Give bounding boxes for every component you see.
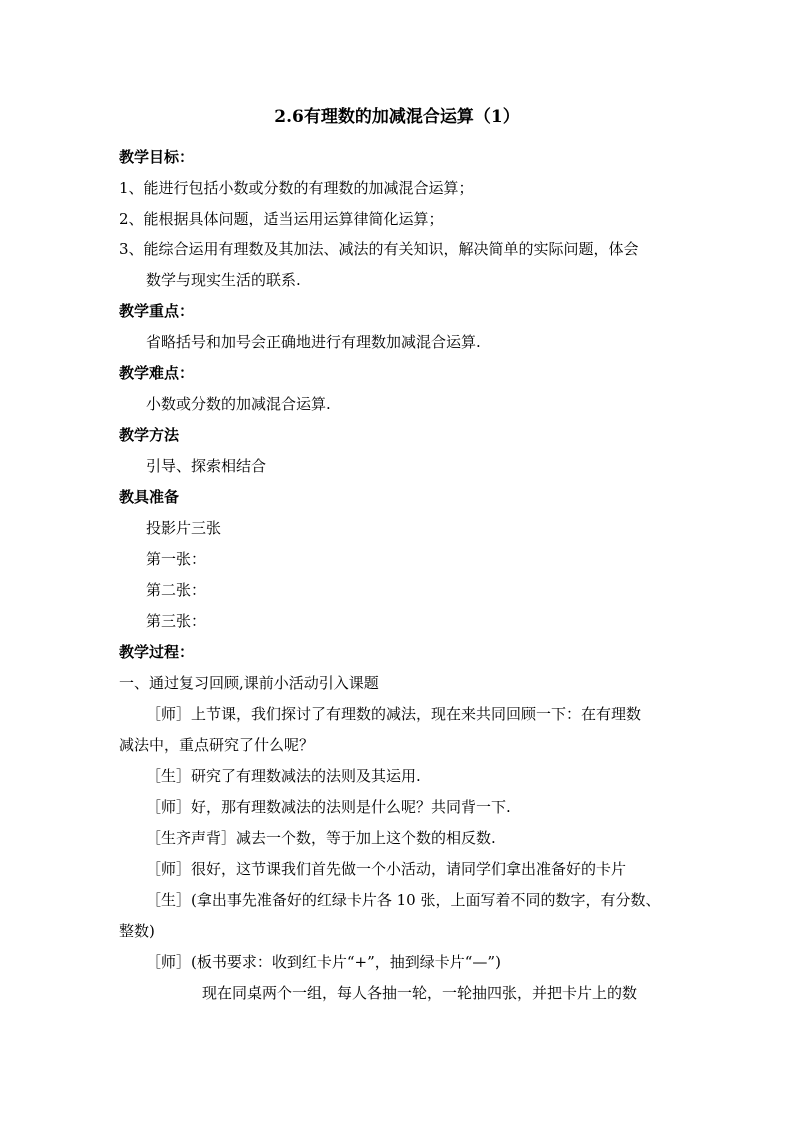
objectives-heading: 教学目标： — [119, 148, 195, 166]
process-step-1: 一、通过复习回顾,课前小活动引入课题 — [119, 674, 379, 692]
dialogue-line-1: ［师］上节课，我们探讨了有理数的减法，现在来共同回顾一下：在有理数 — [146, 705, 642, 723]
dialogue-line-2: 减法中，重点研究了什么呢？ — [119, 736, 315, 754]
difficulty-heading: 教学难点： — [119, 364, 195, 382]
method-text: 引导、探索相结合 — [146, 457, 267, 475]
difficulty-text: 小数或分数的加减混合运算. — [146, 395, 331, 413]
dialogue-line-5: ［生齐声背］减去一个数，等于加上这个数的相反数. — [146, 829, 496, 847]
dialogue-line-7: ［生］(拿出事先准备好的红绿卡片各 10 张，上面写着不同的数字，有分数、 — [146, 891, 661, 909]
tools-item-1: 投影片三张 — [146, 519, 222, 537]
tools-item-3: 第二张： — [146, 581, 207, 599]
objective-item-1: 1、能进行包括小数或分数的有理数的加减混合运算； — [119, 179, 474, 197]
method-heading: 教学方法 — [119, 426, 180, 444]
dialogue-line-8: 整数) — [119, 922, 155, 940]
tools-item-2: 第一张： — [146, 550, 207, 568]
objective-item-3-cont: 数学与现实生活的联系. — [146, 271, 301, 289]
dialogue-line-10: 现在同桌两个一组，每人各抽一轮，一轮抽四张，并把卡片上的数 — [202, 984, 638, 1002]
objective-item-2: 2、能根据具体问题，适当运用运算律简化运算； — [119, 210, 444, 228]
process-heading: 教学过程： — [119, 643, 195, 661]
tools-heading: 教具准备 — [119, 488, 180, 506]
page-title: 2.6有理数的加减混合运算（1） — [274, 107, 520, 127]
dialogue-line-9: ［师］(板书要求：收到红卡片“+”，抽到绿卡片“—”) — [146, 953, 501, 971]
dialogue-line-4: ［师］好，那有理数减法的法则是什么呢？共同背一下. — [146, 798, 511, 816]
objective-item-3: 3、能综合运用有理数及其加法、减法的有关知识，解决简单的实际问题，体会 — [119, 240, 639, 258]
dialogue-line-3: ［生］研究了有理数减法的法则及其运用. — [146, 767, 421, 785]
key-points-heading: 教学重点： — [119, 302, 195, 320]
dialogue-line-6: ［师］很好，这节课我们首先做一个小活动，请同学们拿出准备好的卡片 — [146, 860, 627, 878]
tools-item-4: 第三张： — [146, 612, 207, 630]
key-points-text: 省略括号和加号会正确地进行有理数加减混合运算. — [146, 333, 481, 351]
